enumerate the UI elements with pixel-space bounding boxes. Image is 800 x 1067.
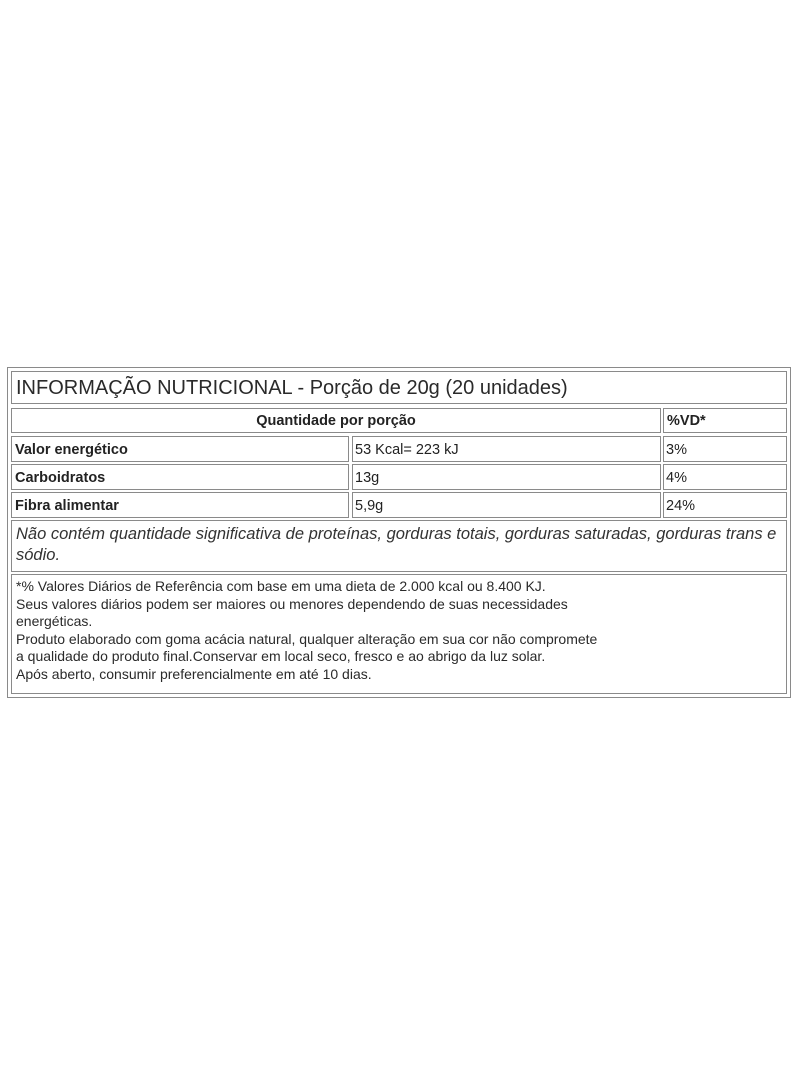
footnote-line: Seus valores diários podem ser maiores ou menores dependendo de suas necessidades	[16, 595, 568, 612]
row-label: Valor energético	[11, 436, 349, 462]
nutrition-table	[7, 367, 791, 698]
header-vd: %VD*	[663, 408, 787, 433]
note-text: Não contém quantidade significativa de proteínas, gorduras totais, gorduras saturadas, gorduras trans e sódio.	[11, 520, 787, 572]
footnote-line: Após aberto, consumir preferencialmente em até 10 dias.	[16, 665, 372, 682]
header-quantity: Quantidade por porção	[11, 408, 661, 433]
row-label: Fibra alimentar	[11, 492, 349, 518]
row-label: Carboidratos	[11, 464, 349, 490]
footnotes	[11, 574, 787, 694]
row-vd: 3%	[663, 436, 787, 462]
row-amount: 5,9g	[352, 492, 661, 518]
footnote-line: a qualidade do produto final.Conservar em local seco, fresco e ao abrigo da luz solar.	[16, 648, 546, 664]
table-title: INFORMAÇÃO NUTRICIONAL - Porção de 20g (20 unidades)	[11, 371, 787, 404]
row-amount: 53 Kcal= 223 kJ	[352, 436, 661, 462]
footnote-line: Produto elaborado com goma acácia natural, qualquer alteração em sua cor não compromete	[16, 630, 598, 647]
row-amount: 13g	[352, 464, 661, 490]
row-vd: 4%	[663, 464, 787, 490]
row-vd: 24%	[663, 492, 787, 518]
footnote-line: *% Valores Diários de Referência com base em uma dieta de 2.000 kcal ou 8.400 KJ.	[16, 578, 546, 594]
footnote-line: energéticas.	[16, 613, 93, 629]
